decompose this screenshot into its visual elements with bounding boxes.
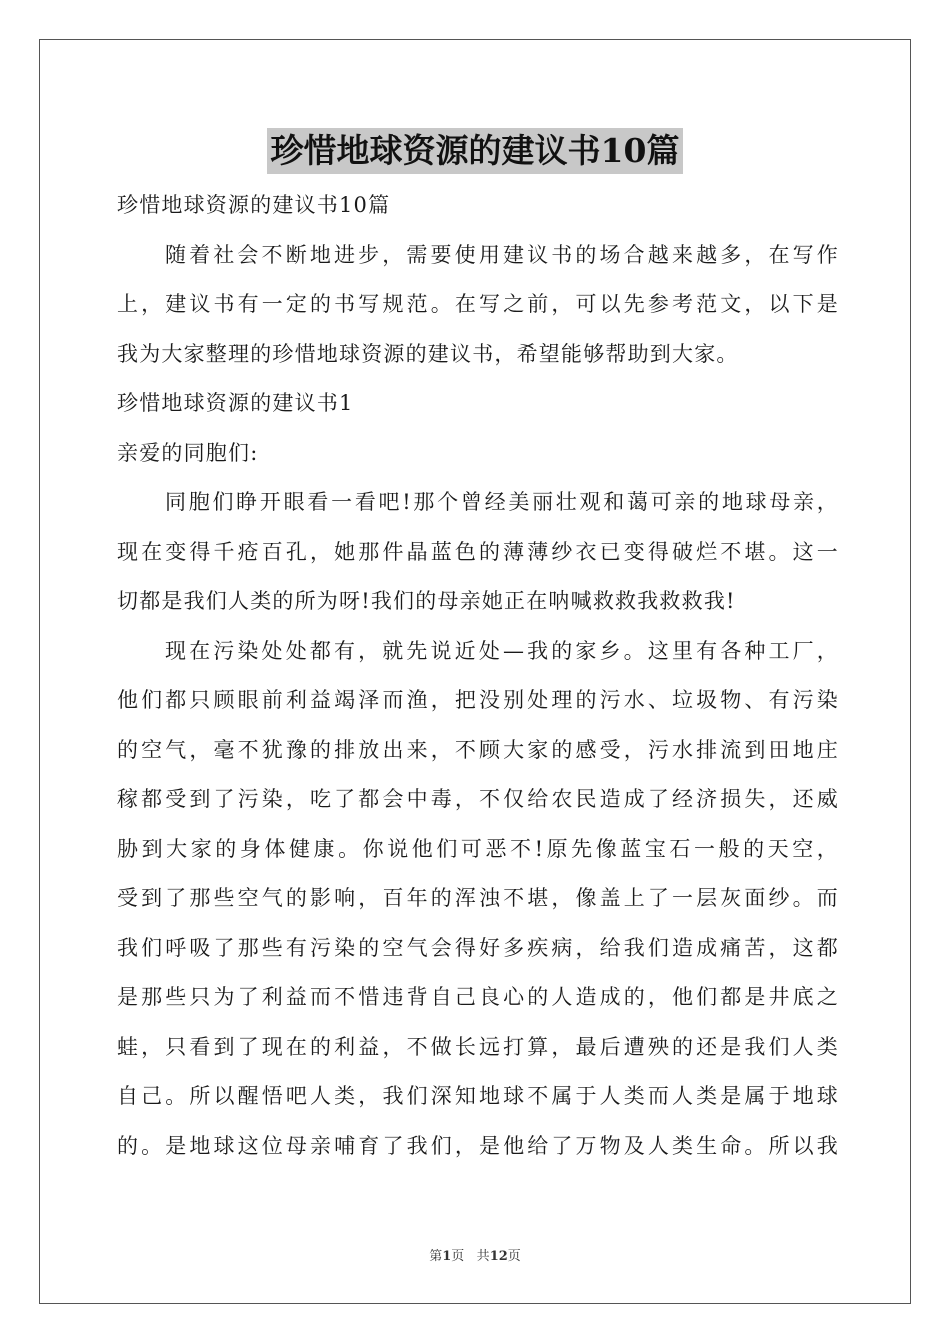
page-number: 1 bbox=[442, 1249, 452, 1264]
text-line-subtitle: 珍惜地球资源的建议书10篇 bbox=[117, 193, 391, 217]
text-line: 现在变得千疮百孔，她那件晶蓝色的薄薄纱衣已变得破烂不堪。这一 bbox=[117, 539, 839, 564]
text-line: 上，建议书有一定的书写规范。在写之前，可以先参考范文，以下是 bbox=[117, 292, 839, 316]
total-prefix: 共 bbox=[476, 1249, 490, 1264]
section-heading: 珍惜地球资源的建议书1 bbox=[117, 391, 354, 415]
text-line: 现在污染处处都有，就先说近处—我的家乡。这里有各种工厂， bbox=[165, 638, 839, 663]
text-line: 他们都只顾眼前利益竭泽而渔，把没别处理的污水、垃圾物、有污染 bbox=[117, 688, 839, 712]
page-suffix: 页 bbox=[451, 1249, 465, 1264]
text-line: 蛙，只看到了现在的利益，不做长远打算，最后遭殃的还是我们人类 bbox=[117, 1034, 839, 1059]
document-body bbox=[117, 181, 839, 1171]
text-line: 自己。所以醒悟吧人类，我们深知地球不属于人类而人类是属于地球 bbox=[117, 1084, 839, 1108]
text-line: 我们呼吸了那些有污染的空气会得好多疾病，给我们造成痛苦，这都 bbox=[117, 935, 839, 960]
text-line: 的。是地球这位母亲哺育了我们，是他给了万物及人类生命。所以我 bbox=[117, 1133, 839, 1158]
document-title: 珍惜地球资源的建议书10篇 bbox=[267, 128, 684, 174]
page-footer bbox=[0, 1245, 950, 1264]
total-pages: 12 bbox=[489, 1249, 508, 1264]
text-line: 受到了那些空气的影响，百年的浑浊不堪，像盖上了一层灰面纱。而 bbox=[117, 886, 839, 910]
text-line: 同胞们睁开眼看一看吧!那个曾经美丽壮观和蔼可亲的地球母亲， bbox=[165, 490, 839, 514]
text-line: 稼都受到了污染，吃了都会中毒，不仅给农民造成了经济损失，还威 bbox=[117, 787, 839, 811]
text-line: 随着社会不断地进步，需要使用建议书的场合越来越多，在写作 bbox=[165, 242, 839, 267]
title-container bbox=[0, 128, 950, 174]
text-line: 是那些只为了利益而不惜违背自己良心的人造成的，他们都是井底之 bbox=[117, 985, 839, 1009]
text-line: 切都是我们人类的所为呀!我们的母亲她正在呐喊救救我救救我! bbox=[117, 589, 736, 613]
text-line: 胁到大家的身体健康。你说他们可恶不!原先像蓝宝石一般的天空， bbox=[117, 836, 839, 861]
page-prefix: 第 bbox=[429, 1249, 443, 1264]
total-suffix: 页 bbox=[507, 1249, 521, 1264]
text-line: 我为大家整理的珍惜地球资源的建议书，希望能够帮助到大家。 bbox=[117, 341, 739, 366]
text-line: 的空气，毫不犹豫的排放出来，不顾大家的感受，污水排流到田地庄 bbox=[117, 737, 839, 762]
salutation: 亲爱的同胞们: bbox=[117, 440, 259, 465]
